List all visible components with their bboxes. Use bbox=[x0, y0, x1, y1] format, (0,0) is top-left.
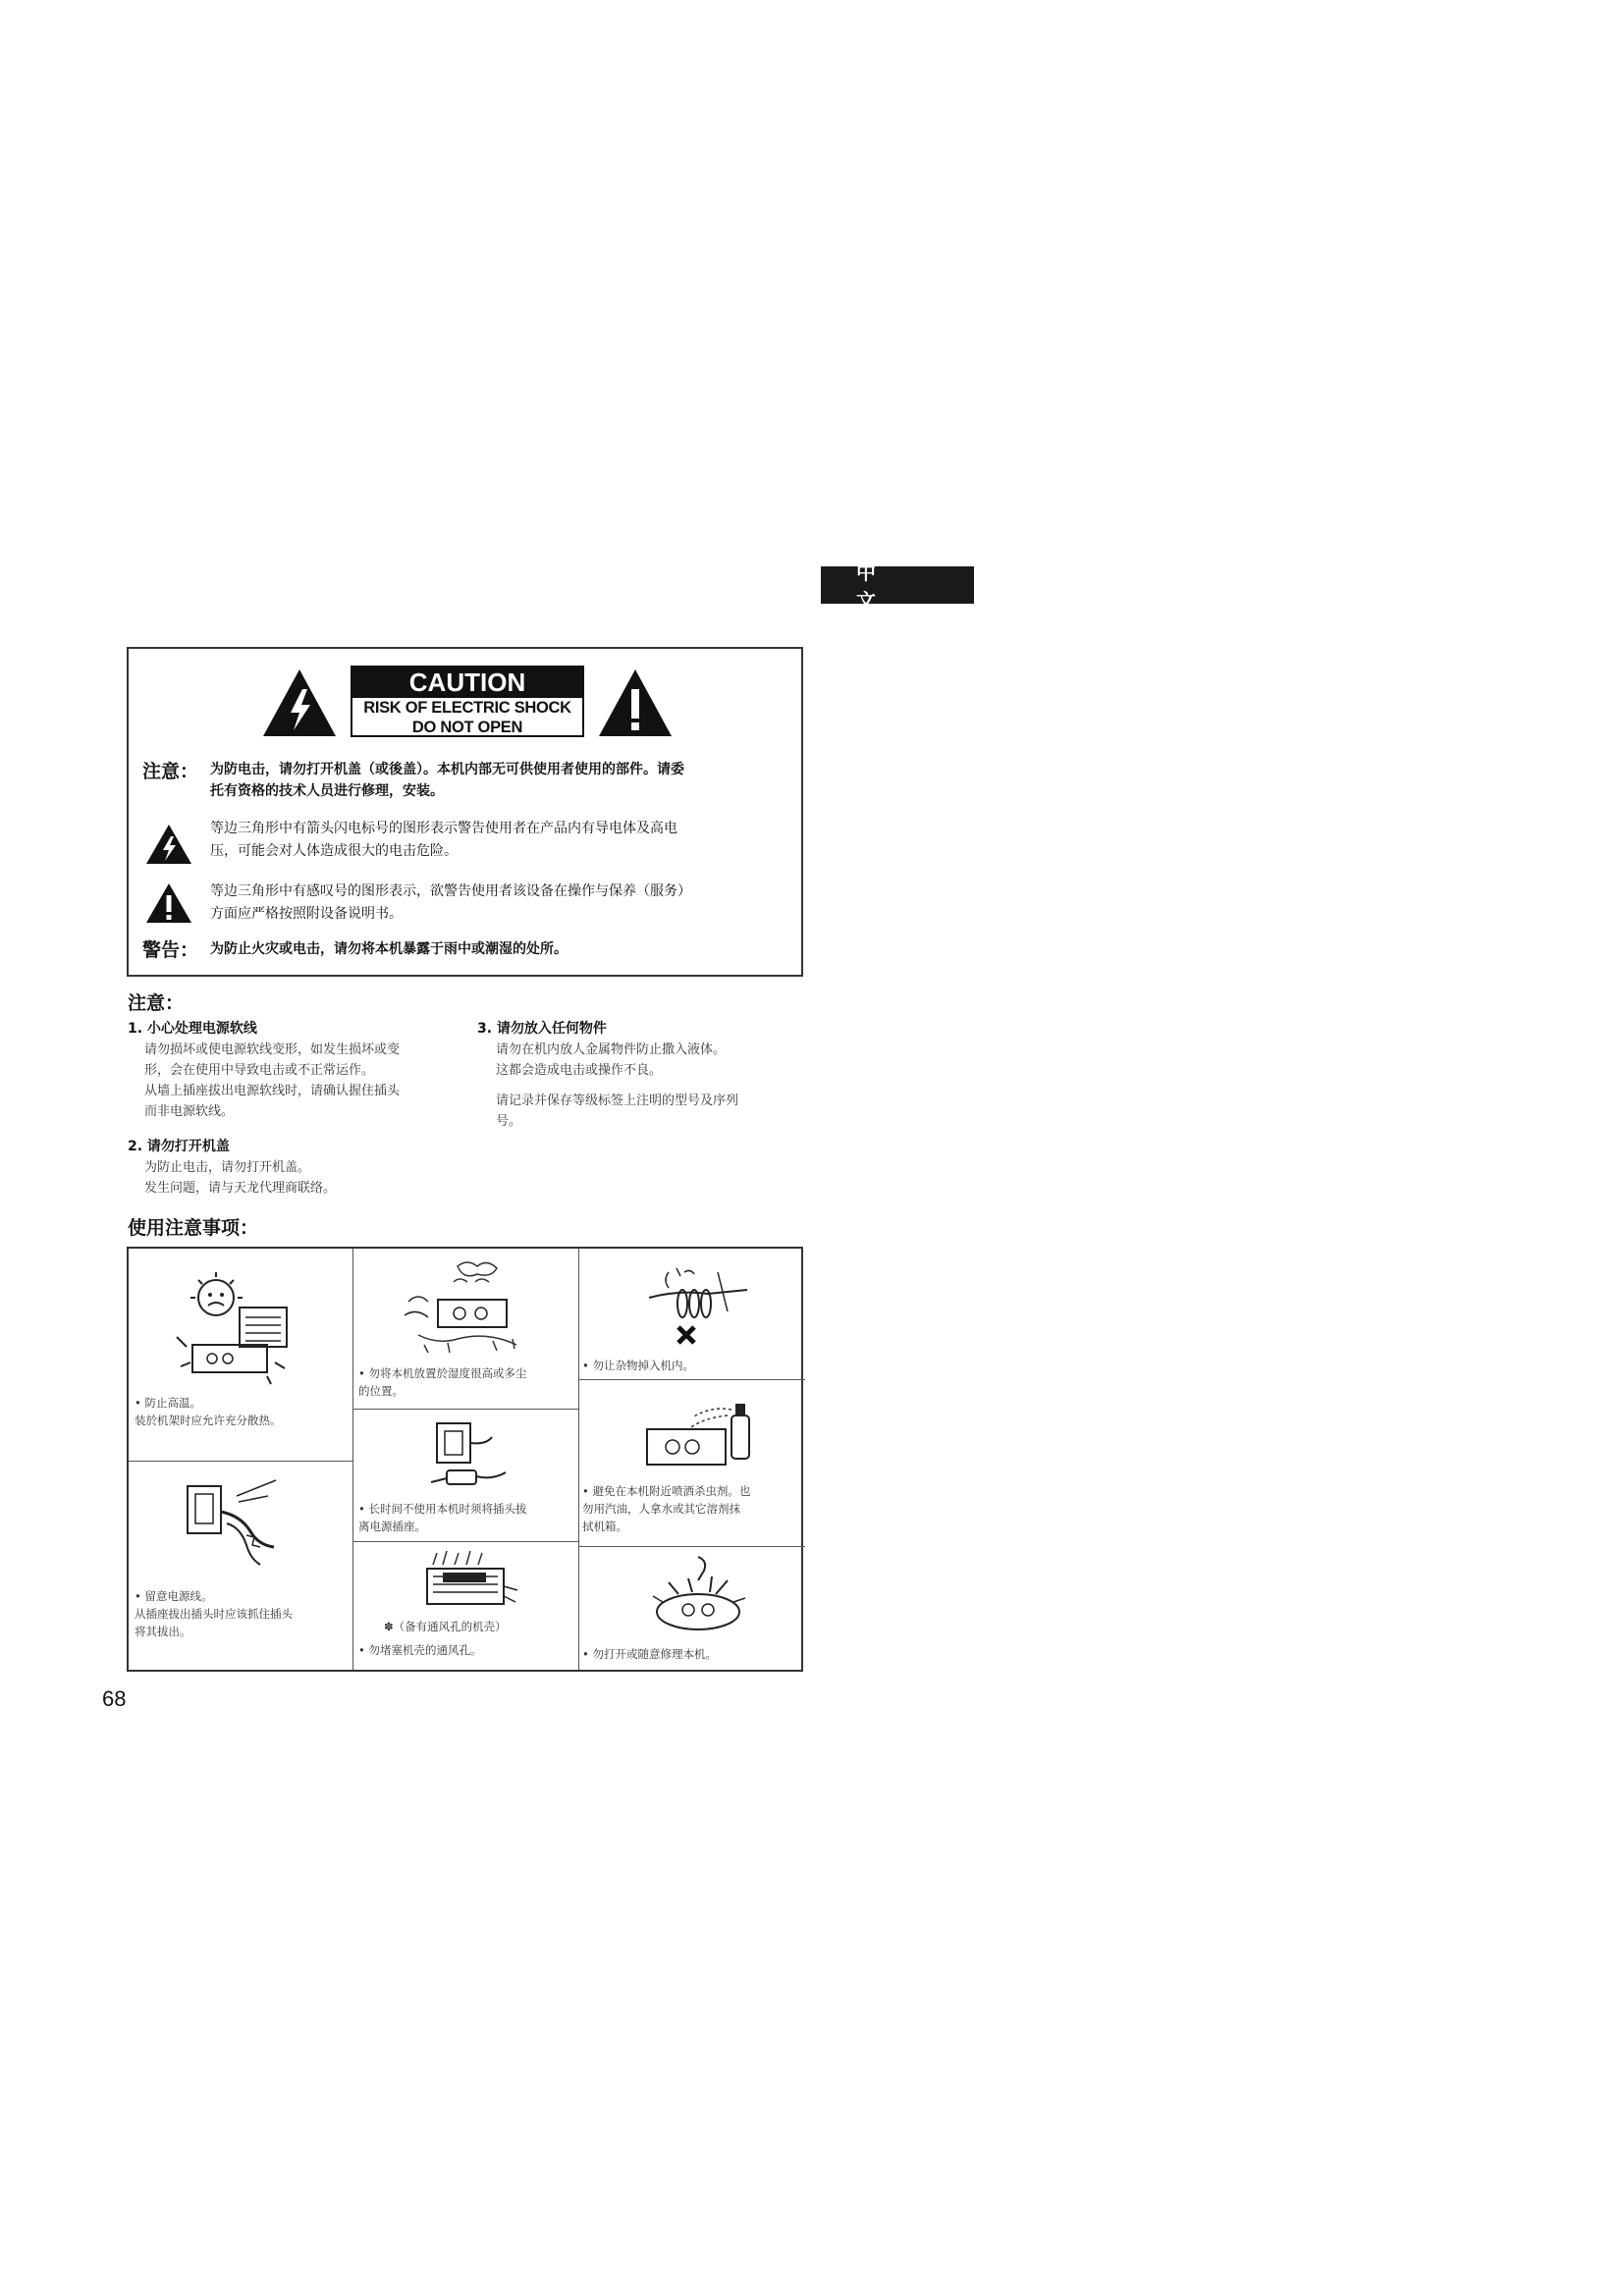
humidity-caption-line: • 勿将本机放置於湿度很高或多尘 bbox=[358, 1366, 527, 1380]
caution-title: CAUTION bbox=[352, 667, 582, 698]
caution-line-2: DO NOT OPEN bbox=[411, 719, 523, 736]
language-tab: 中 文 bbox=[821, 566, 974, 604]
item-1-body bbox=[144, 1040, 468, 1122]
power-cord-caption bbox=[135, 1587, 351, 1640]
item-2-line: 为防止电击，请勿打开机盖。 bbox=[144, 1160, 311, 1175]
vents-note: ✽（备有通风孔的机壳） bbox=[384, 1620, 507, 1633]
warning-label: 警告： bbox=[142, 939, 199, 961]
disassemble-caption: • 勿打开或随意修理本机。 bbox=[582, 1647, 717, 1661]
chemicals-illustration bbox=[629, 1386, 767, 1484]
heat-caption-line: • 防止高温。 bbox=[135, 1396, 201, 1410]
item-2-body bbox=[144, 1157, 468, 1199]
item-1-line: 而非电源软线。 bbox=[144, 1104, 235, 1119]
lightning-warning-icon bbox=[261, 667, 338, 738]
power-cord-illustration bbox=[178, 1476, 296, 1575]
lightning-small-icon bbox=[145, 824, 192, 865]
lightning-text-1: 等边三角形中有箭头闪电标号的图形表示警告使用者在产品内有导电体及高电 bbox=[210, 821, 677, 836]
chemicals-caption-line: 拭机箱。 bbox=[582, 1520, 627, 1533]
item-2-title: 2. 请勿打开机盖 bbox=[128, 1139, 230, 1154]
usage-heading: 使用注意事项： bbox=[128, 1217, 259, 1239]
vents-caption: • 勿堵塞机壳的通风孔。 bbox=[358, 1643, 482, 1657]
note-text-2: 托有资格的技术人员进行修理，安装。 bbox=[210, 783, 444, 799]
note-label: 注意： bbox=[142, 761, 199, 782]
disassemble-illustration bbox=[639, 1553, 757, 1641]
heat-caption-line: 装於机架时应允许充分散热。 bbox=[135, 1414, 282, 1427]
chemicals-caption-line: • 避免在本机附近喷洒杀虫剂。也 bbox=[582, 1484, 751, 1498]
humidity-caption-line: 的位置。 bbox=[358, 1384, 404, 1398]
exclamation-warning-icon bbox=[597, 667, 674, 738]
item-1-title: 1. 小心处理电源软线 bbox=[128, 1021, 257, 1037]
humidity-illustration bbox=[399, 1256, 536, 1360]
notes-heading: 注意： bbox=[128, 992, 185, 1014]
unplug-caption-line: 离电源插座。 bbox=[358, 1520, 426, 1533]
lightning-text-2: 压，可能会对人体造成很大的电击危险。 bbox=[210, 843, 458, 859]
item-1-line: 从墙上插座拔出电源软线时，请确认握住插头 bbox=[144, 1084, 401, 1098]
heat-caption bbox=[135, 1394, 351, 1429]
item-3-extra-line: 请记录并保存等级标签上注明的型号及序列 bbox=[496, 1094, 739, 1108]
page-number: 68 bbox=[102, 1686, 127, 1711]
item-3-title: 3. 请勿放入任何物件 bbox=[477, 1021, 607, 1037]
item-3-body bbox=[496, 1040, 810, 1081]
warning-text: 为防止火灾或电击，请勿将本机暴露于雨中或潮湿的处所。 bbox=[210, 941, 568, 957]
power-cord-caption-line: • 留意电源线。 bbox=[135, 1589, 213, 1603]
item-3-extra-line: 号。 bbox=[496, 1114, 522, 1129]
unplug-caption bbox=[358, 1500, 576, 1535]
unplug-caption-line: • 长时间不使用本机时须将插头拔 bbox=[358, 1502, 527, 1516]
unplug-illustration bbox=[423, 1417, 512, 1496]
exclam-text-2: 方面应严格按照附设备说明书。 bbox=[210, 906, 403, 922]
caution-box bbox=[127, 647, 803, 977]
foreign-objects-illustration bbox=[639, 1258, 757, 1347]
usage-grid bbox=[127, 1247, 803, 1672]
vents-illustration bbox=[413, 1547, 521, 1618]
exclamation-small-icon bbox=[145, 882, 192, 924]
item-3-line: 这都会造成电击或操作不良。 bbox=[496, 1063, 663, 1078]
heat-illustration bbox=[173, 1268, 310, 1386]
item-2-line: 发生问题，请与天龙代理商联络。 bbox=[144, 1181, 337, 1196]
note-text-1: 为防电击，请勿打开机盖（或後盖）。本机内部无可供使用者使用的部件。请委 bbox=[210, 762, 684, 777]
item-3-line: 请勿在机内放人金属物件防止撒入液体。 bbox=[496, 1042, 727, 1057]
caution-label bbox=[351, 666, 584, 737]
item-3-extra bbox=[496, 1091, 810, 1132]
chemicals-caption bbox=[582, 1482, 802, 1535]
caution-line-1: RISK OF ELECTRIC SHOCK bbox=[363, 699, 571, 717]
exclam-text-1: 等边三角形中有感叹号的图形表示，欲警告使用者该设备在操作与保养（服务） bbox=[210, 883, 691, 899]
humidity-caption bbox=[358, 1364, 576, 1400]
power-cord-caption-line: 从插座拔出插头时应该抓住插头 bbox=[135, 1607, 293, 1621]
item-1-line: 请勿损坏或使电源软线变形，如发生损坏或变 bbox=[144, 1042, 401, 1057]
chemicals-caption-line: 勿用汽油，人拿水或其它溶剂抹 bbox=[582, 1502, 740, 1516]
power-cord-caption-line: 将其拔出。 bbox=[135, 1625, 191, 1638]
foreign-caption: • 勿让杂物掉入机内。 bbox=[582, 1359, 694, 1372]
item-1-line: 形，会在使用中导致电击或不正常运作。 bbox=[144, 1063, 375, 1078]
